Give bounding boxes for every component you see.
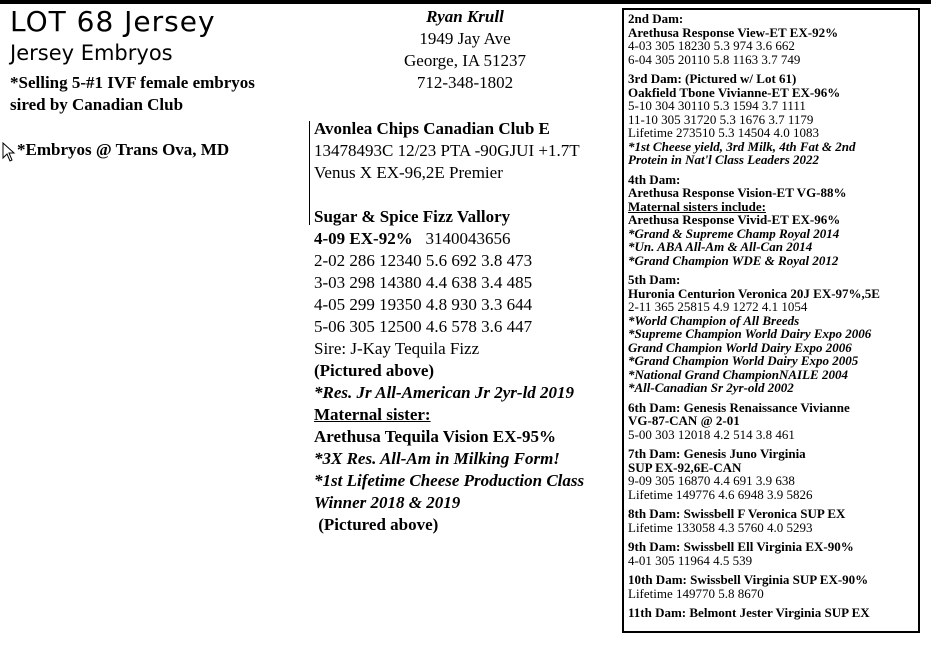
consignor-address: 1949 Jay Ave xyxy=(419,29,511,48)
sister-pictured: (Pictured above) xyxy=(314,515,439,534)
ancestry-entry-7th-dam xyxy=(628,447,914,501)
lot-title: LOT 68 Jersey xyxy=(10,5,216,38)
ancestry-name: Arethusa Response Vision-ET VG-88% xyxy=(628,185,847,200)
pedigree-block xyxy=(314,118,614,536)
dam-classification xyxy=(314,228,614,250)
ancestry-record: 5-10 304 30110 5.3 1594 3.7 1111 xyxy=(628,98,806,113)
top-rule xyxy=(0,0,931,4)
dam-class: 4-09 EX-92% xyxy=(314,229,413,248)
ancestry-award: *All-Canadian Sr 2yr-old 2002 xyxy=(628,380,794,395)
consignor-city: George, IA 51237 xyxy=(404,51,526,70)
maternal-sisters-label: Maternal sisters include: xyxy=(628,198,766,214)
ancestry-name: SUP EX-92,6E-CAN xyxy=(628,459,742,475)
ancestry-heading: 8th Dam: Swissbell F Veronica SUP EX xyxy=(628,506,846,521)
pedigree-bracket xyxy=(309,121,310,225)
ancestry-heading: 3rd Dam: (Pictured w/ Lot 61) xyxy=(628,71,797,86)
ancestry-award: *Un. ABA All-Am & All-Can 2014 xyxy=(628,239,813,254)
description-line: *Selling 5-#1 IVF female embryos xyxy=(10,73,255,92)
maternal-sister-name: Arethusa Response Vivid-ET EX-96% xyxy=(628,212,841,227)
ancestry-entry-4th-dam xyxy=(628,173,914,268)
ancestry-name: VG-87-CAN @ 2-01 xyxy=(628,413,740,428)
ancestry-heading: 5th Dam: xyxy=(628,272,681,287)
dam-record: 4-05 299 19350 4.8 930 3.3 644 xyxy=(314,295,533,314)
ancestry-record: 2-11 365 25815 4.9 1272 4.1 1054 xyxy=(628,299,808,314)
ancestry-award: *Grand & Supreme Champ Royal 2014 xyxy=(628,225,840,241)
ancestry-entry-2nd-dam xyxy=(628,12,914,66)
ancestry-award: *Grand Champion WDE & Royal 2012 xyxy=(628,252,839,268)
ancestry-heading: 10th Dam: Swissbell Virginia SUP EX-90% xyxy=(628,572,869,587)
ancestry-record: Lifetime 133058 4.3 5760 4.0 5293 xyxy=(628,519,813,535)
ancestry-heading: 4th Dam: xyxy=(628,171,681,187)
dam-name: Sugar & Spice Fizz Vallory xyxy=(314,207,511,226)
ancestry-record: 5-00 303 12018 4.2 514 3.8 461 xyxy=(628,426,795,442)
ancestry-award: *World Champion of All Breeds xyxy=(628,312,800,328)
ancestry-award: Protein in Nat'l Class Leaders 2022 xyxy=(628,152,820,167)
ancestry-heading: 7th Dam: Genesis Juno Virginia xyxy=(628,446,806,461)
lot-description xyxy=(10,72,300,116)
ancestry-award: *Grand Champion World Dairy Expo 2005 xyxy=(628,353,859,368)
ancestry-entry-6th-dam xyxy=(628,401,914,442)
ancestry-name: Oakfield Tbone Vivianne-ET EX-96% xyxy=(628,84,841,100)
consignor-phone: 712-348-1802 xyxy=(416,73,514,92)
consignor-name: Ryan Krull xyxy=(426,7,504,26)
ancestry-entry-3rd-dam xyxy=(628,72,914,167)
sister-award: *1st Lifetime Cheese Production Class xyxy=(314,471,585,490)
ancestry-heading: 11th Dam: Belmont Jester Virginia SUP EX xyxy=(628,605,870,620)
sister-name: Arethusa Tequila Vision EX-95% xyxy=(314,427,557,446)
dam-record: 2-02 286 12340 5.6 692 3.8 473 xyxy=(314,251,533,270)
ancestry-award: *Supreme Champion World Dairy Expo 2006 xyxy=(628,326,872,341)
ancestry-heading: 9th Dam: Swissbell Ell Virginia EX-90% xyxy=(628,539,854,554)
ancestry-award: *National Grand ChampionNAILE 2004 xyxy=(628,366,848,382)
ancestry-record: 11-10 305 31720 5.3 1676 3.7 1179 xyxy=(628,111,814,127)
sister-award: *3X Res. All-Am in Milking Form! xyxy=(314,449,560,468)
ancestry-entry-11th-dam xyxy=(628,606,914,620)
ancestry-heading: 6th Dam: Genesis Renaissance Vivianne xyxy=(628,399,850,415)
ancestry-award: Grand Champion World Dairy Expo 2006 xyxy=(628,339,852,355)
lot-subtitle: Jersey Embryos xyxy=(10,41,173,65)
consignor-block xyxy=(390,6,540,94)
sire-name: Avonlea Chips Canadian Club E xyxy=(314,119,550,138)
ancestry-entry-5th-dam xyxy=(628,273,914,395)
dam-sire: Sire: J-Kay Tequila Fizz xyxy=(314,339,480,358)
ancestry-heading: 2nd Dam: xyxy=(628,11,684,26)
ancestry-entry-8th-dam xyxy=(628,507,914,534)
dam-award: *Res. Jr All-American Jr 2yr-ld 2019 xyxy=(314,383,575,402)
dam-record: 3-03 298 14380 4.4 638 3.4 485 xyxy=(314,273,533,292)
ancestry-record: Lifetime 149770 5.8 8670 xyxy=(628,585,764,601)
ancestry-record: Lifetime 273510 5.3 14504 4.0 1083 xyxy=(628,125,820,140)
mouse-pointer-icon xyxy=(2,142,16,162)
ancestry-award: *1st Cheese yield, 3rd Milk, 4th Fat & 2nd xyxy=(628,138,856,154)
ancestry-record: 6-04 305 20110 5.8 1163 3.7 749 xyxy=(628,51,801,67)
ancestry-name: Huronia Centurion Veronica 20J EX-97%,5E xyxy=(628,285,880,301)
dam-registration: 3140043656 xyxy=(425,229,511,248)
dam-pictured: (Pictured above) xyxy=(314,361,435,380)
ancestry-record: 9-09 305 16870 4.4 691 3.9 638 xyxy=(628,473,795,488)
description-line: sired by Canadian Club xyxy=(10,95,184,114)
sister-award: Winner 2018 & 2019 xyxy=(314,493,461,512)
sire-line: 13478493C 12/23 PTA -90GJUI +1.7T xyxy=(314,141,580,160)
ancestry-record: 4-03 305 18230 5.3 974 3.6 662 xyxy=(628,38,795,53)
dam-record: 5-06 305 12500 4.6 578 3.6 447 xyxy=(314,317,533,336)
ancestry-entry-9th-dam xyxy=(628,540,914,567)
sire-line: Venus X EX-96,2E Premier xyxy=(314,163,503,182)
maternal-line-box xyxy=(622,8,920,633)
ancestry-record: Lifetime 149776 4.6 6948 3.9 5826 xyxy=(628,486,813,502)
embryos-location-note: *Embryos @ Trans Ova, MD xyxy=(17,140,230,159)
ancestry-record: 4-01 305 11964 4.5 539 xyxy=(628,552,753,568)
ancestry-name: Arethusa Response View-ET EX-92% xyxy=(628,24,839,40)
maternal-sister-label: Maternal sister: xyxy=(314,405,431,424)
ancestry-entry-10th-dam xyxy=(628,573,914,600)
